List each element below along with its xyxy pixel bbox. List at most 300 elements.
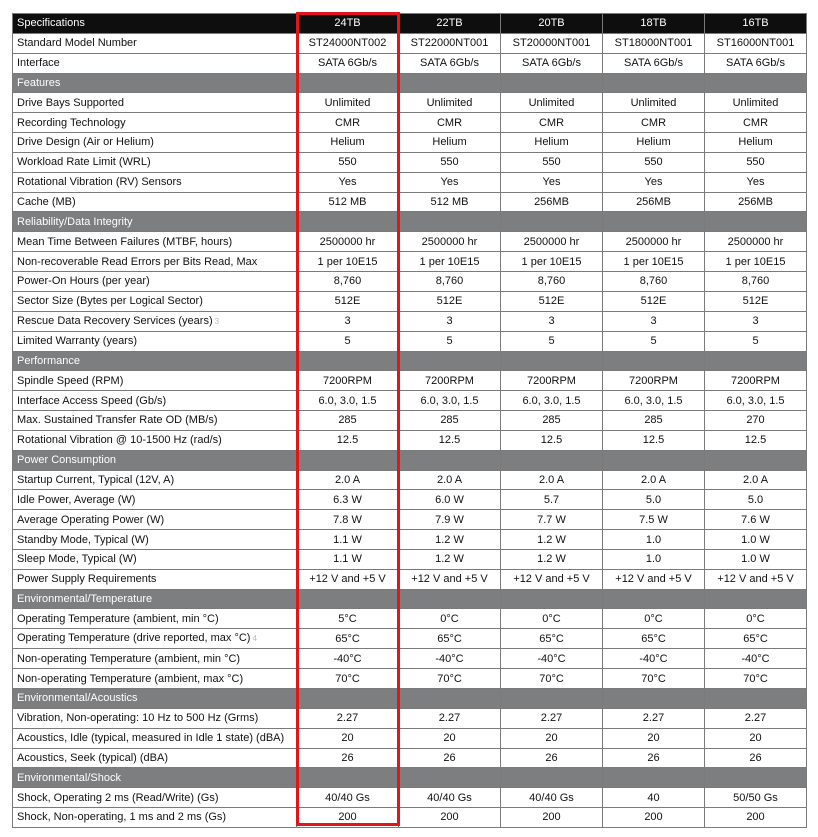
- row-label-cell: [13, 490, 297, 510]
- value-cell: 8,760: [399, 271, 501, 291]
- row-label-cell: [13, 291, 297, 311]
- table-row: [13, 311, 807, 331]
- value-cell: 5: [603, 331, 705, 351]
- value-cell: 0°C: [603, 609, 705, 629]
- value-cell: 285: [501, 411, 603, 431]
- table-body: [13, 33, 807, 827]
- value-cell: 1.0: [603, 530, 705, 550]
- section-blank-cell: [705, 689, 807, 709]
- table-row: [13, 252, 807, 272]
- value-cell: Helium: [705, 133, 807, 153]
- row-label-cell: [13, 33, 297, 53]
- table-row: [13, 411, 807, 431]
- value-cell: 65°C: [297, 629, 399, 649]
- header-24tb: 24TB: [297, 14, 399, 34]
- value-cell: 6.0, 3.0, 1.5: [603, 391, 705, 411]
- value-cell: 1 per 10E15: [501, 252, 603, 272]
- row-label-cell: [13, 708, 297, 728]
- value-cell: 2.0 A: [705, 470, 807, 490]
- row-label-cell: [13, 530, 297, 550]
- value-cell: SATA 6Gb/s: [297, 53, 399, 73]
- section-title: Reliability/Data Integrity: [13, 212, 297, 232]
- value-cell: 20: [705, 728, 807, 748]
- section-blank-cell: [399, 589, 501, 609]
- section-title: Environmental/Acoustics: [13, 689, 297, 709]
- row-label-cell: [13, 93, 297, 113]
- value-cell: 1 per 10E15: [399, 252, 501, 272]
- row-label-cell: [13, 152, 297, 172]
- value-cell: 12.5: [705, 430, 807, 450]
- value-cell: Unlimited: [705, 93, 807, 113]
- section-blank-cell: [705, 450, 807, 470]
- value-cell: 0°C: [399, 609, 501, 629]
- value-cell: ST22000NT001: [399, 33, 501, 53]
- value-cell: 5.0: [603, 490, 705, 510]
- section-blank-cell: [603, 450, 705, 470]
- row-label-cell: [13, 133, 297, 153]
- value-cell: 0°C: [501, 609, 603, 629]
- row-label: Non-operating Temperature (ambient, max °C): [17, 672, 244, 685]
- row-label: Max. Sustained Transfer Rate OD (MB/s): [17, 414, 218, 427]
- value-cell: 200: [501, 808, 603, 828]
- section-title: Environmental/Shock: [13, 768, 297, 788]
- specifications-table: [12, 13, 807, 828]
- value-cell: CMR: [705, 113, 807, 133]
- row-label: Spindle Speed (RPM): [17, 374, 124, 387]
- table-row: [13, 669, 807, 689]
- value-cell: 256MB: [705, 192, 807, 212]
- value-cell: 285: [399, 411, 501, 431]
- row-label-cell: [13, 411, 297, 431]
- value-cell: ST20000NT001: [501, 33, 603, 53]
- section-blank-cell: [705, 212, 807, 232]
- value-cell: 5.7: [501, 490, 603, 510]
- value-cell: 40/40 Gs: [501, 788, 603, 808]
- value-cell: 2500000 hr: [705, 232, 807, 252]
- row-label-cell: [13, 53, 297, 73]
- value-cell: SATA 6Gb/s: [399, 53, 501, 73]
- value-cell: -40°C: [297, 649, 399, 669]
- section-blank-cell: [297, 450, 399, 470]
- value-cell: Unlimited: [603, 93, 705, 113]
- row-label-cell: [13, 371, 297, 391]
- value-cell: Yes: [705, 172, 807, 192]
- section-title: Features: [13, 73, 297, 93]
- value-cell: Yes: [399, 172, 501, 192]
- value-cell: 2.0 A: [501, 470, 603, 490]
- section-blank-cell: [399, 689, 501, 709]
- section-blank-cell: [399, 73, 501, 93]
- value-cell: 7200RPM: [297, 371, 399, 391]
- row-label-cell: [13, 549, 297, 569]
- row-label-cell: [13, 629, 297, 649]
- value-cell: CMR: [297, 113, 399, 133]
- table-row: [13, 33, 807, 53]
- value-cell: 70°C: [501, 669, 603, 689]
- table-row: [13, 113, 807, 133]
- section-blank-cell: [603, 212, 705, 232]
- row-label: Rescue Data Recovery Services (years): [17, 314, 213, 327]
- value-cell: 3: [297, 311, 399, 331]
- value-cell: 7.9 W: [399, 510, 501, 530]
- section-blank-cell: [297, 73, 399, 93]
- value-cell: 512E: [501, 291, 603, 311]
- value-cell: 200: [297, 808, 399, 828]
- row-label-cell: [13, 569, 297, 589]
- value-cell: Unlimited: [501, 93, 603, 113]
- table-row: [13, 708, 807, 728]
- value-cell: 5.0: [705, 490, 807, 510]
- table-row: [13, 569, 807, 589]
- row-label-cell: [13, 788, 297, 808]
- row-label: Sector Size (Bytes per Logical Sector): [17, 295, 203, 308]
- value-cell: 5°C: [297, 609, 399, 629]
- value-cell: 1 per 10E15: [705, 252, 807, 272]
- row-label-cell: [13, 470, 297, 490]
- row-label: Operating Temperature (drive reported, max °C): [17, 632, 251, 645]
- row-label: Power-On Hours (per year): [17, 275, 150, 288]
- table-row: [13, 271, 807, 291]
- value-cell: -40°C: [705, 649, 807, 669]
- row-label-cell: [13, 748, 297, 768]
- value-cell: 5: [297, 331, 399, 351]
- section-title: Environmental/Temperature: [13, 589, 297, 609]
- value-cell: Unlimited: [297, 93, 399, 113]
- table-row: [13, 172, 807, 192]
- row-label: Shock, Non-operating, 1 ms and 2 ms (Gs): [17, 811, 227, 824]
- value-cell: 2.27: [603, 708, 705, 728]
- section-blank-cell: [501, 768, 603, 788]
- value-cell: 2.27: [297, 708, 399, 728]
- value-cell: 26: [603, 748, 705, 768]
- section-blank-cell: [501, 73, 603, 93]
- value-cell: 70°C: [603, 669, 705, 689]
- value-cell: 550: [603, 152, 705, 172]
- row-label-cell: [13, 113, 297, 133]
- value-cell: 70°C: [297, 669, 399, 689]
- value-cell: 2500000 hr: [501, 232, 603, 252]
- value-cell: 50/50 Gs: [705, 788, 807, 808]
- row-label-cell: [13, 649, 297, 669]
- section-blank-cell: [603, 351, 705, 371]
- table-row: [13, 133, 807, 153]
- value-cell: +12 V and +5 V: [603, 569, 705, 589]
- value-cell: 6.0, 3.0, 1.5: [399, 391, 501, 411]
- row-label: Non-recoverable Read Errors per Bits Read, Max: [17, 255, 258, 268]
- value-cell: 512 MB: [399, 192, 501, 212]
- value-cell: 512E: [399, 291, 501, 311]
- value-cell: 1.0 W: [705, 530, 807, 550]
- value-cell: 65°C: [501, 629, 603, 649]
- value-cell: 70°C: [399, 669, 501, 689]
- value-cell: 26: [501, 748, 603, 768]
- table-row: [13, 649, 807, 669]
- value-cell: 20: [501, 728, 603, 748]
- value-cell: CMR: [603, 113, 705, 133]
- value-cell: 256MB: [603, 192, 705, 212]
- section-blank-cell: [705, 73, 807, 93]
- row-label-cell: [13, 609, 297, 629]
- value-cell: +12 V and +5 V: [399, 569, 501, 589]
- row-label: Standard Model Number: [17, 37, 137, 50]
- value-cell: 8,760: [705, 271, 807, 291]
- value-cell: 2.27: [705, 708, 807, 728]
- value-cell: 512E: [705, 291, 807, 311]
- value-cell: 512E: [297, 291, 399, 311]
- value-cell: 285: [603, 411, 705, 431]
- row-label: Power Supply Requirements: [17, 573, 157, 586]
- section-blank-cell: [705, 351, 807, 371]
- row-label: Vibration, Non-operating: 10 Hz to 500 Hz (Grms): [17, 712, 259, 725]
- value-cell: 1.2 W: [399, 549, 501, 569]
- table-row: [13, 232, 807, 252]
- value-cell: 12.5: [501, 430, 603, 450]
- value-cell: Helium: [297, 133, 399, 153]
- value-cell: 70°C: [705, 669, 807, 689]
- value-cell: 512E: [603, 291, 705, 311]
- value-cell: 200: [603, 808, 705, 828]
- table-row: [13, 748, 807, 768]
- value-cell: 6.0, 3.0, 1.5: [501, 391, 603, 411]
- value-cell: Yes: [501, 172, 603, 192]
- value-cell: 5: [705, 331, 807, 351]
- row-label-cell: [13, 252, 297, 272]
- value-cell: 256MB: [501, 192, 603, 212]
- row-label-cell: [13, 728, 297, 748]
- section-header-row: [13, 589, 807, 609]
- row-label-cell: [13, 271, 297, 291]
- section-blank-cell: [501, 689, 603, 709]
- value-cell: 1 per 10E15: [603, 252, 705, 272]
- row-label-cell: [13, 430, 297, 450]
- value-cell: 5: [399, 331, 501, 351]
- section-blank-cell: [603, 73, 705, 93]
- section-header-row: [13, 212, 807, 232]
- value-cell: 3: [705, 311, 807, 331]
- section-title: Power Consumption: [13, 450, 297, 470]
- table-header-row: [13, 14, 807, 34]
- value-cell: 26: [297, 748, 399, 768]
- table-row: [13, 391, 807, 411]
- row-label: Drive Bays Supported: [17, 96, 124, 109]
- value-cell: CMR: [399, 113, 501, 133]
- value-cell: Yes: [297, 172, 399, 192]
- value-cell: 12.5: [603, 430, 705, 450]
- value-cell: 1.2 W: [501, 530, 603, 550]
- table-row: [13, 629, 807, 649]
- row-label: Acoustics, Idle (typical, measured in Idle 1 state) (dBA): [17, 732, 285, 745]
- section-blank-cell: [399, 351, 501, 371]
- row-label: Rotational Vibration @ 10-1500 Hz (rad/s): [17, 434, 222, 447]
- section-blank-cell: [501, 351, 603, 371]
- value-cell: ST18000NT001: [603, 33, 705, 53]
- footnote-marker: 3: [214, 316, 220, 326]
- value-cell: -40°C: [501, 649, 603, 669]
- value-cell: 7200RPM: [705, 371, 807, 391]
- value-cell: 6.0 W: [399, 490, 501, 510]
- value-cell: SATA 6Gb/s: [705, 53, 807, 73]
- value-cell: 8,760: [501, 271, 603, 291]
- table-row: [13, 53, 807, 73]
- value-cell: Unlimited: [399, 93, 501, 113]
- section-blank-cell: [603, 589, 705, 609]
- row-label: Shock, Operating 2 ms (Read/Write) (Gs): [17, 791, 219, 804]
- section-blank-cell: [297, 212, 399, 232]
- value-cell: 3: [501, 311, 603, 331]
- section-blank-cell: [501, 450, 603, 470]
- value-cell: 65°C: [399, 629, 501, 649]
- row-label-cell: [13, 510, 297, 530]
- value-cell: 1.0: [603, 549, 705, 569]
- header-16tb: 16TB: [705, 14, 807, 34]
- section-blank-cell: [501, 212, 603, 232]
- table-row: [13, 728, 807, 748]
- value-cell: 1.0 W: [705, 549, 807, 569]
- value-cell: 550: [399, 152, 501, 172]
- table-row: [13, 430, 807, 450]
- table-row: [13, 93, 807, 113]
- value-cell: 20: [603, 728, 705, 748]
- table-row: [13, 291, 807, 311]
- value-cell: 1.2 W: [399, 530, 501, 550]
- value-cell: 200: [399, 808, 501, 828]
- row-label: Recording Technology: [17, 116, 126, 129]
- table-row: [13, 490, 807, 510]
- value-cell: +12 V and +5 V: [501, 569, 603, 589]
- table-row: [13, 371, 807, 391]
- value-cell: 20: [297, 728, 399, 748]
- value-cell: 1 per 10E15: [297, 252, 399, 272]
- value-cell: ST24000NT002: [297, 33, 399, 53]
- value-cell: 6.3 W: [297, 490, 399, 510]
- row-label: Interface Access Speed (Gb/s): [17, 394, 167, 407]
- row-label: Cache (MB): [17, 196, 76, 209]
- row-label: Operating Temperature (ambient, min °C): [17, 612, 219, 625]
- value-cell: Helium: [603, 133, 705, 153]
- section-blank-cell: [297, 689, 399, 709]
- section-header-row: [13, 768, 807, 788]
- table-row: [13, 470, 807, 490]
- value-cell: 7200RPM: [501, 371, 603, 391]
- value-cell: Helium: [501, 133, 603, 153]
- value-cell: 0°C: [705, 609, 807, 629]
- value-cell: 26: [399, 748, 501, 768]
- value-cell: 550: [705, 152, 807, 172]
- value-cell: 5: [501, 331, 603, 351]
- value-cell: 2500000 hr: [603, 232, 705, 252]
- value-cell: 1.2 W: [501, 549, 603, 569]
- value-cell: CMR: [501, 113, 603, 133]
- value-cell: 550: [297, 152, 399, 172]
- section-header-row: [13, 73, 807, 93]
- row-label: Non-operating Temperature (ambient, min °C): [17, 652, 241, 665]
- row-label-cell: [13, 232, 297, 252]
- value-cell: 3: [399, 311, 501, 331]
- value-cell: 2500000 hr: [297, 232, 399, 252]
- section-blank-cell: [603, 768, 705, 788]
- header-20tb: 20TB: [501, 14, 603, 34]
- header-22tb: 22TB: [399, 14, 501, 34]
- value-cell: 2.27: [501, 708, 603, 728]
- section-header-row: [13, 351, 807, 371]
- section-header-row: [13, 450, 807, 470]
- row-label: Interface: [17, 57, 60, 70]
- value-cell: 12.5: [297, 430, 399, 450]
- footnote-marker: 4: [252, 634, 257, 644]
- value-cell: SATA 6Gb/s: [501, 53, 603, 73]
- value-cell: 7.5 W: [603, 510, 705, 530]
- value-cell: 20: [399, 728, 501, 748]
- row-label: Acoustics, Seek (typical) (dBA): [17, 751, 168, 764]
- table-row: [13, 609, 807, 629]
- section-blank-cell: [705, 768, 807, 788]
- value-cell: SATA 6Gb/s: [603, 53, 705, 73]
- value-cell: 270: [705, 411, 807, 431]
- value-cell: 2.27: [399, 708, 501, 728]
- value-cell: 65°C: [603, 629, 705, 649]
- row-label-cell: [13, 311, 297, 331]
- section-blank-cell: [501, 589, 603, 609]
- section-blank-cell: [297, 589, 399, 609]
- value-cell: 285: [297, 411, 399, 431]
- value-cell: 550: [501, 152, 603, 172]
- value-cell: 3: [603, 311, 705, 331]
- value-cell: 40/40 Gs: [297, 788, 399, 808]
- row-label: Standby Mode, Typical (W): [17, 533, 149, 546]
- row-label-cell: [13, 808, 297, 828]
- table-row: [13, 331, 807, 351]
- section-blank-cell: [297, 351, 399, 371]
- row-label: Sleep Mode, Typical (W): [17, 553, 137, 566]
- value-cell: 7200RPM: [603, 371, 705, 391]
- row-label: Drive Design (Air or Helium): [17, 136, 154, 149]
- row-label: Limited Warranty (years): [17, 335, 138, 348]
- table-row: [13, 510, 807, 530]
- value-cell: 2.0 A: [297, 470, 399, 490]
- value-cell: Yes: [603, 172, 705, 192]
- value-cell: 8,760: [603, 271, 705, 291]
- table-row: [13, 808, 807, 828]
- section-blank-cell: [297, 768, 399, 788]
- value-cell: 40/40 Gs: [399, 788, 501, 808]
- value-cell: 7.8 W: [297, 510, 399, 530]
- value-cell: ST16000NT001: [705, 33, 807, 53]
- value-cell: 7.6 W: [705, 510, 807, 530]
- value-cell: +12 V and +5 V: [705, 569, 807, 589]
- value-cell: 8,760: [297, 271, 399, 291]
- value-cell: 65°C: [705, 629, 807, 649]
- value-cell: 2.0 A: [399, 470, 501, 490]
- row-label-cell: [13, 331, 297, 351]
- value-cell: -40°C: [603, 649, 705, 669]
- value-cell: 12.5: [399, 430, 501, 450]
- value-cell: 7.7 W: [501, 510, 603, 530]
- section-blank-cell: [399, 768, 501, 788]
- row-label: Average Operating Power (W): [17, 513, 165, 526]
- table-row: [13, 549, 807, 569]
- value-cell: -40°C: [399, 649, 501, 669]
- table-row: [13, 192, 807, 212]
- table-row: [13, 530, 807, 550]
- row-label-cell: [13, 192, 297, 212]
- row-label-cell: [13, 669, 297, 689]
- value-cell: 40: [603, 788, 705, 808]
- value-cell: 1.1 W: [297, 530, 399, 550]
- section-header-row: [13, 689, 807, 709]
- value-cell: 200: [705, 808, 807, 828]
- section-blank-cell: [399, 212, 501, 232]
- row-label: Mean Time Between Failures (MTBF, hours): [17, 235, 233, 248]
